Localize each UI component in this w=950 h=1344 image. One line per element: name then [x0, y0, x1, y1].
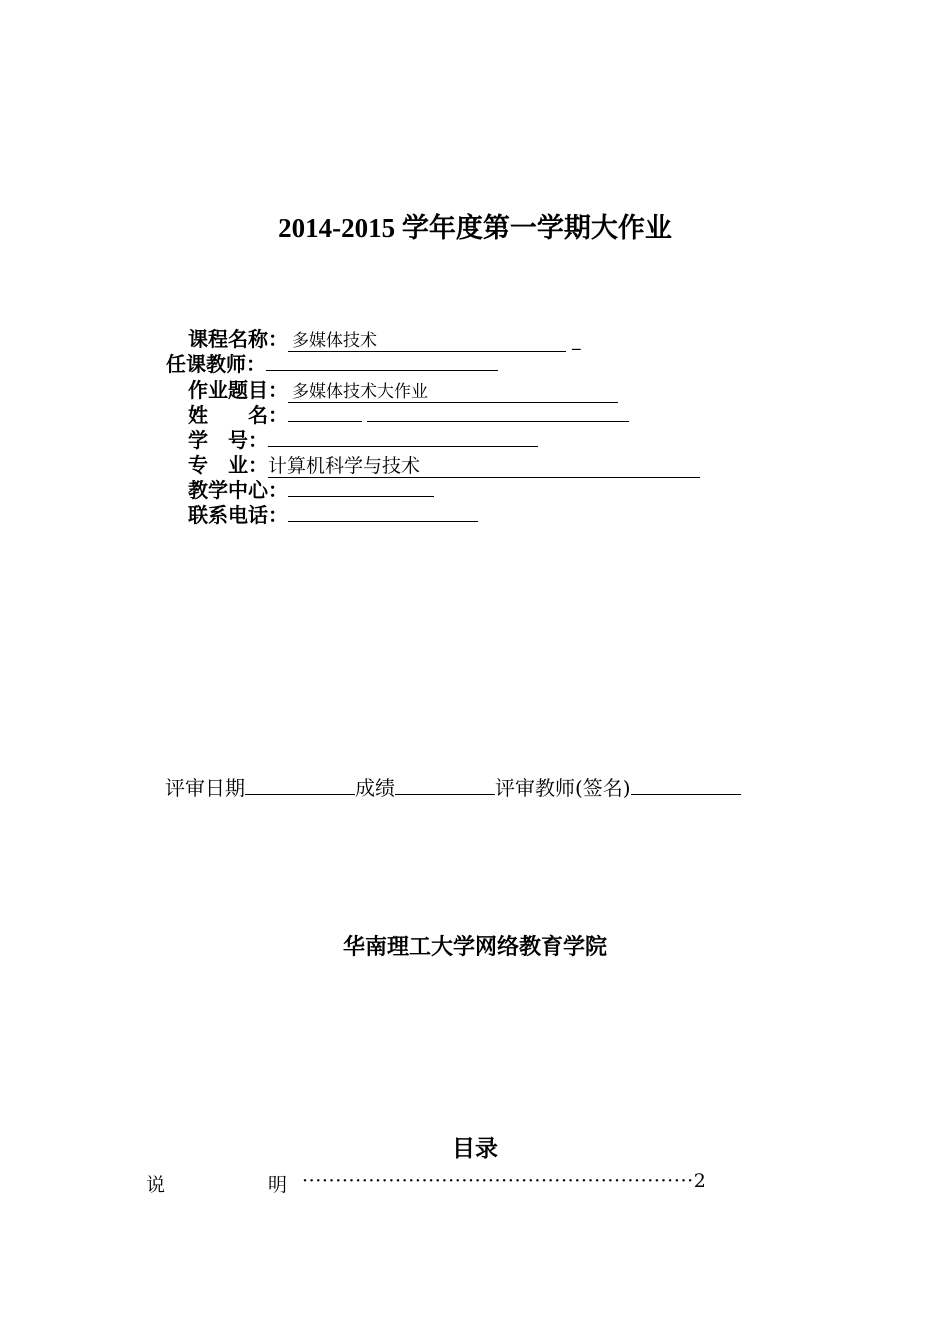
course-suffix: _ [572, 331, 581, 351]
name-line-a [288, 401, 362, 422]
teacher-value-line [266, 350, 498, 371]
phone-value-line [288, 501, 478, 522]
id-value-line [268, 426, 538, 447]
center-label: 教学中心： [188, 478, 288, 502]
review-row [165, 772, 741, 801]
review-score-label: 成绩 [355, 776, 395, 800]
toc-entry-leader: ···························································2 [302, 1170, 707, 1192]
toc-entry-page: 2 [693, 1170, 707, 1192]
school-name: 华南理工大学网络教育学院 [342, 935, 607, 960]
course-label: 课程名称： [188, 327, 288, 351]
name-line-b [367, 401, 629, 422]
major-label: 专 业： [188, 453, 268, 477]
review-score-line [395, 774, 495, 795]
phone-label: 联系电话： [188, 503, 288, 527]
major-value: 计算机科学与技术 [268, 456, 700, 478]
review-reviewer-label: 评审教师(签名) [495, 776, 631, 800]
phone-row [188, 499, 478, 528]
name-label: 姓 名： [188, 403, 288, 427]
teacher-row [166, 348, 498, 377]
id-label: 学 号： [188, 428, 268, 452]
center-value-line [288, 476, 434, 497]
toc-title: 目录 [452, 1136, 498, 1162]
topic-label: 作业题目： [188, 378, 288, 402]
toc-entry-label-part2: 明 [268, 1174, 288, 1196]
review-date-label: 评审日期 [165, 776, 245, 800]
review-reviewer-line [631, 774, 741, 795]
topic-value: 多媒体技术大作业 [288, 382, 618, 403]
toc-entry-label-part1: 说 [146, 1174, 166, 1196]
teacher-label: 任课教师： [166, 352, 266, 376]
page-title: 2014-2015 学年度第一学期大作业 [278, 213, 672, 243]
course-value: 多媒体技术 [288, 331, 566, 352]
review-date-line [245, 774, 355, 795]
